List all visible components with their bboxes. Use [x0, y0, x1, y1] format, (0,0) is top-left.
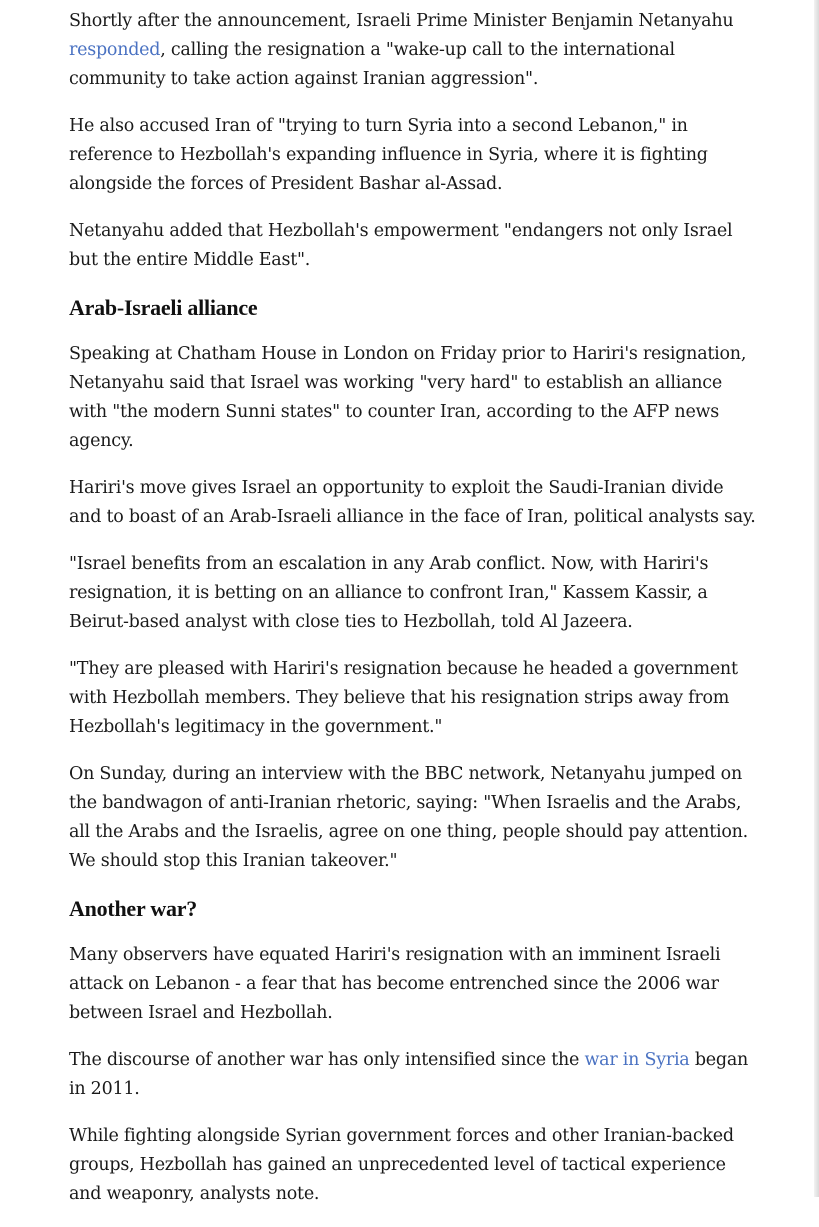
paragraph-imminent-attack: Many observers have equated Hariri's resignation with an imminent Israeli attack on Lebanon - a fear that has become entrenched since the 2006 war between Israel and Hezbollah.: [69, 945, 721, 1023]
paragraph-legitimacy-quote: "They are pleased with Hariri's resignation because he headed a government with Hezbollah members. They believe that his resignation strips away from Hezbollah's legitimacy in the government.": [69, 659, 738, 737]
text-segment: , calling the resignation a "wake-up call to the international community to take action against Iranian aggression".: [69, 40, 675, 89]
paragraph-chatham-house: Speaking at Chatham House in London on Friday prior to Hariri's resignation, Netanyahu said that Israel was working "very hard" to establish an alliance with "the modern Sunni states" to counter Iran, according to the AFP news agency.: [69, 344, 747, 451]
article-body: [69, 7, 759, 1227]
paragraph-tactical-experience: While fighting alongside Syrian government forces and other Iranian-backed groups, Hezbollah has gained an unprecedented level of tactical experience and weaponry, analysts note.: [69, 1126, 734, 1204]
link-responded[interactable]: responded: [69, 40, 161, 60]
paragraph-bbc-interview: On Sunday, during an interview with the BBC network, Netanyahu jumped on the bandwagon of anti-Iranian rhetoric, saying: "When Israelis and the Arabs, all the Arabs and the Israelis, agree on one thing, people should pay attention. We should stop this Iranian takeover.": [69, 764, 748, 871]
scrollbar-track[interactable]: [814, 0, 819, 1197]
link-war-in-syria[interactable]: war in Syria: [584, 1050, 690, 1070]
paragraph-kassir-quote: "Israel benefits from an escalation in any Arab conflict. Now, with Hariri's resignation, it is betting on an alliance to confront Iran," Kassem Kassir, a Beirut-based analyst with close ties to Hezbollah, told Al Jazeera.: [69, 554, 709, 632]
heading-another-war: Another war?: [69, 896, 197, 921]
heading-arab-israeli-alliance: Arab-Israeli alliance: [69, 295, 258, 320]
paragraph-saudi-iranian-divide: Hariri's move gives Israel an opportunity to exploit the Saudi-Iranian divide and to boast of an Arab-Israeli alliance in the face of Iran, political analysts say.: [69, 478, 756, 527]
paragraph-war-discourse: [69, 1046, 759, 1104]
paragraph-empowerment: Netanyahu added that Hezbollah's empowerment "endangers not only Israel but the entire Middle East".: [69, 221, 733, 270]
paragraph-netanyahu-response: [69, 7, 759, 94]
paragraph-syria-lebanon: He also accused Iran of "trying to turn Syria into a second Lebanon," in reference to Hezbollah's expanding influence in Syria, where it is fighting alongside the forces of President Bashar al-Assad.: [69, 116, 708, 194]
text-segment: Shortly after the announcement, Israeli Prime Minister Benjamin Netanyahu: [69, 11, 734, 31]
text-segment: The discourse of another war has only intensified since the: [69, 1050, 585, 1070]
text-segment: began in 2011.: [69, 1050, 749, 1099]
